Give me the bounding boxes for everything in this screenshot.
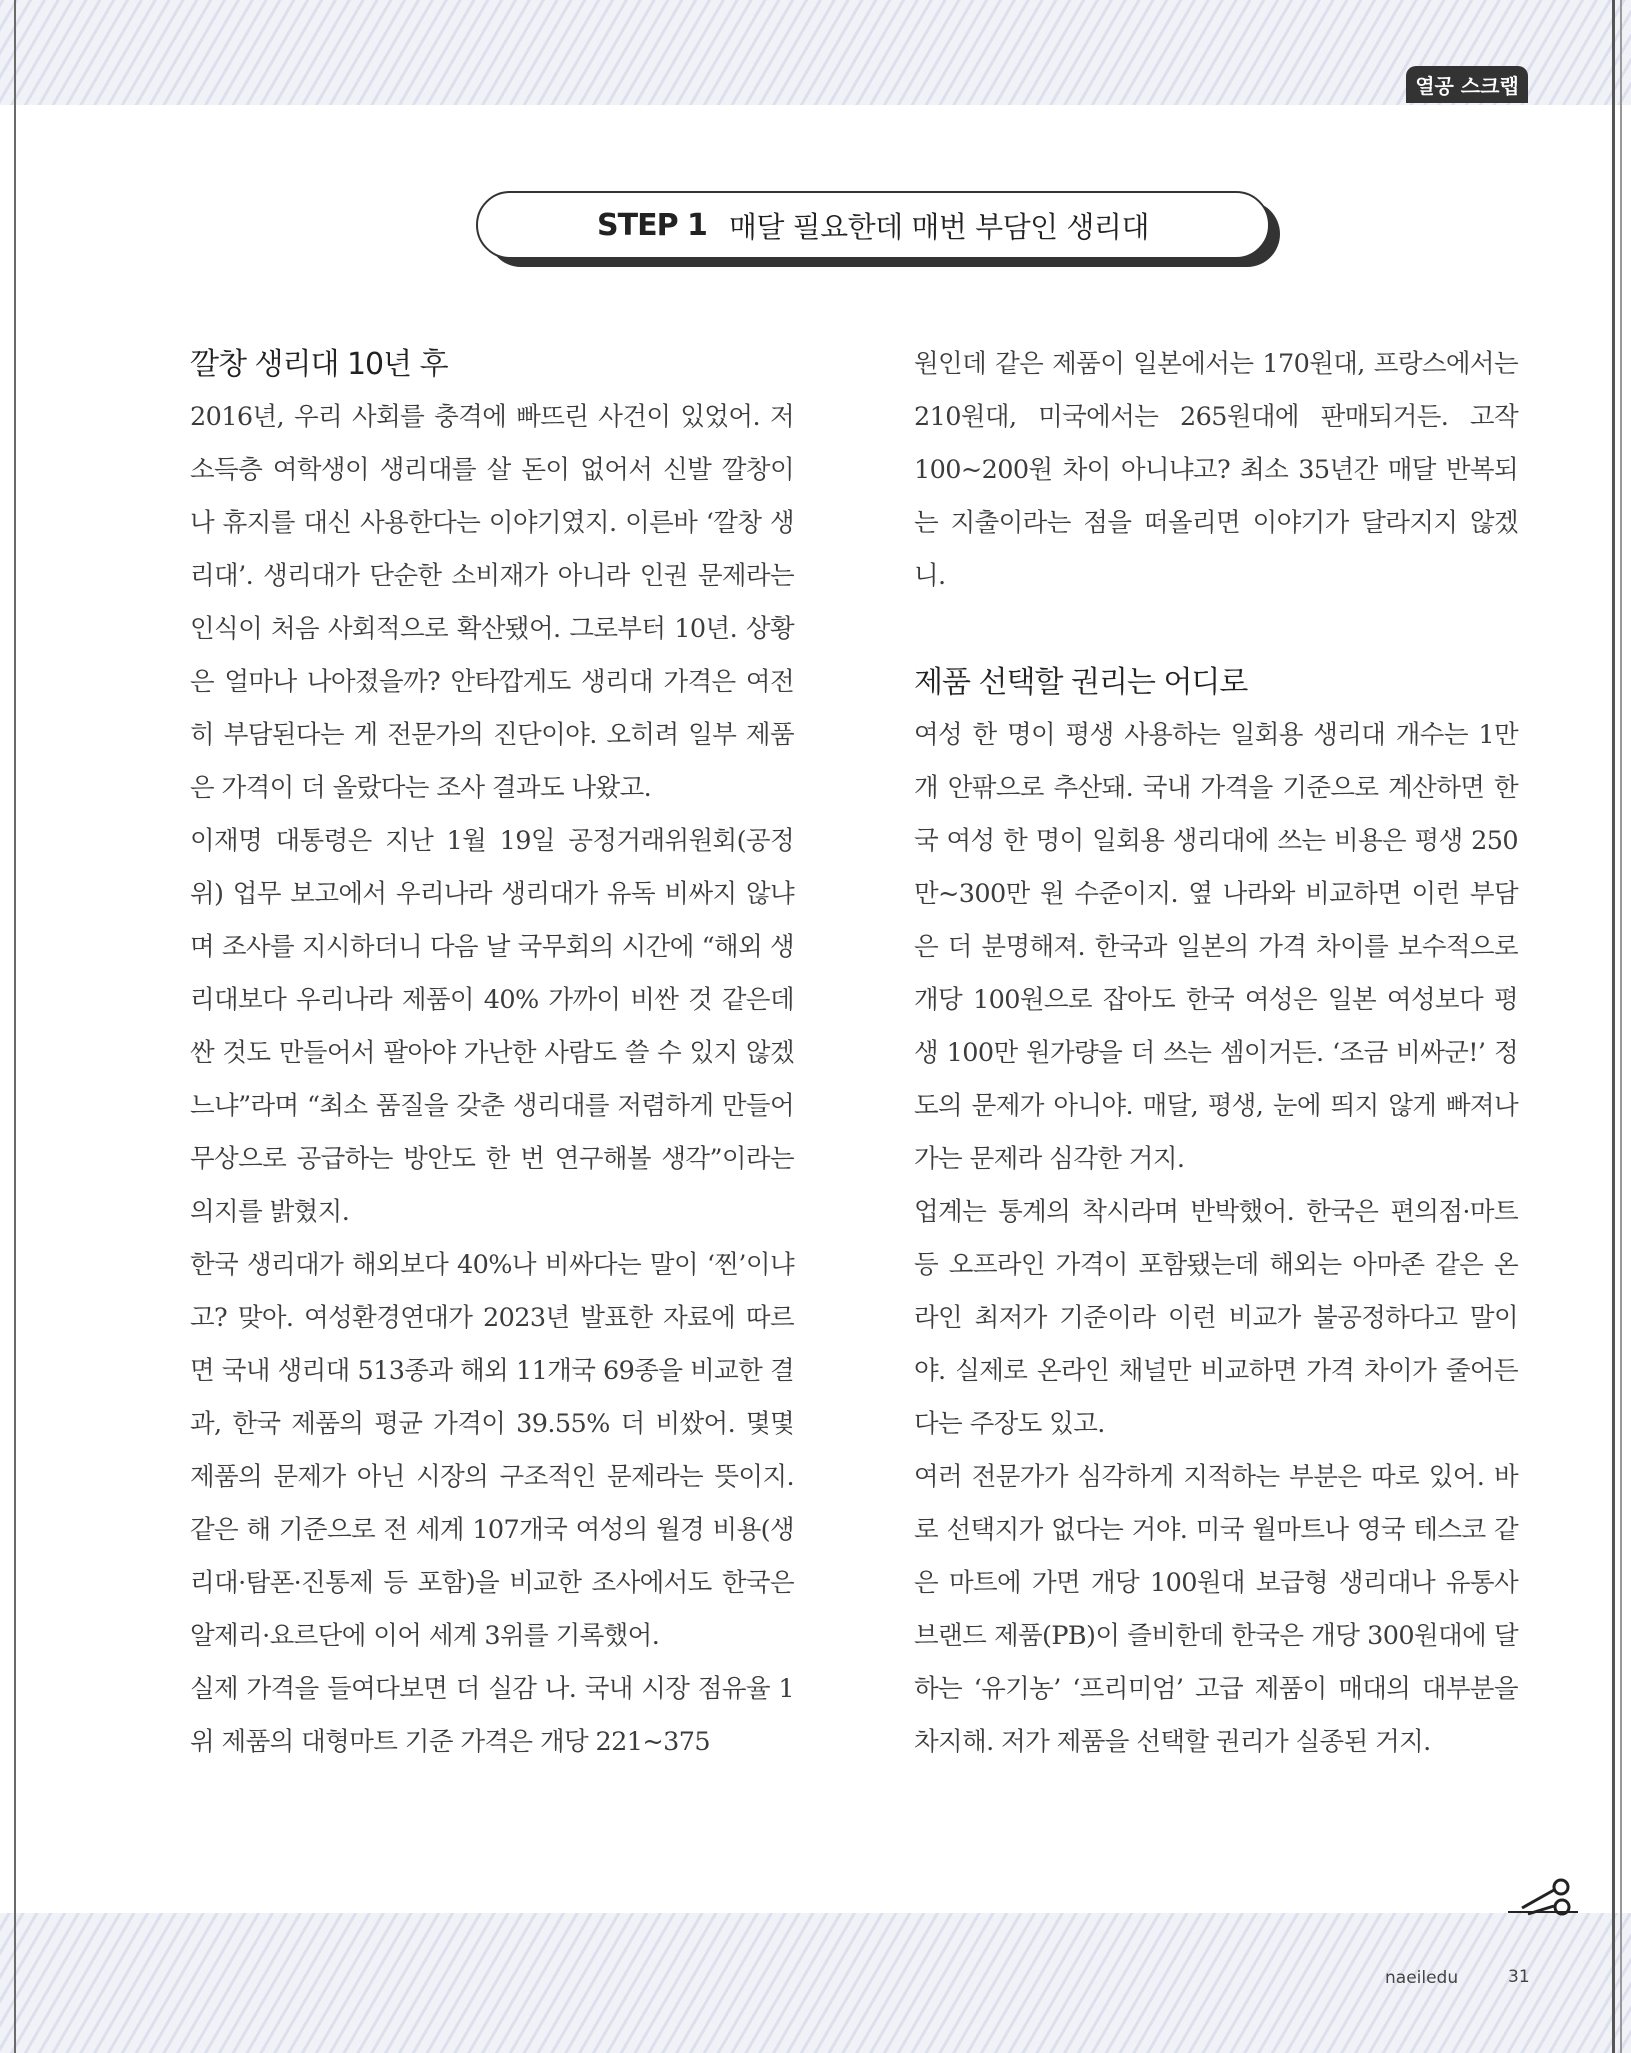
- right-paragraph-2: 업계는 통계의 착시라며 반박했어. 한국은 편의점·마트 등 오프라인 가격이 포함됐는데 해외는 아마존 같은 온라인 최저가 기준이라 이런 비교가 불공정하다고 말이야. 실제로 온라인 채널만 비교하면 가격 차이가 줄어든다는 주장도 있고.: [914, 1197, 1518, 1439]
- footer-brand: naeiledu: [1385, 1968, 1459, 1988]
- section-tab: 열공 스크랩: [1406, 66, 1528, 103]
- section-gap: [914, 603, 1518, 656]
- page-right-edge-outer: [1620, 0, 1622, 2053]
- right-paragraph-1: 여성 한 명이 평생 사용하는 일회용 생리대 개수는 1만 개 안팎으로 추산돼. 국내 가격을 기준으로 계산하면 한국 여성 한 명이 일회용 생리대에 쓰는 비용은 평생 250만~300만 원 수준이지. 옆 나라와 비교하면 이런 부담은 더 분명해져. 한국과 일본의 가격 차이를 보수적으로 개당 100원으로 잡아도 한국 여성은 일본 여성보다 평생 100만 원가량을 더 쓰는 셈이거든. ‘조금 비싸군!’ 정도의 문제가 아니야. 매달, 평생, 눈에 띄지 않게 빠져나가는 문제라 심각한 거지.: [914, 720, 1518, 1174]
- scissors-icon: [1508, 1878, 1578, 1918]
- step-title: 매달 필요한데 매번 부담인 생리대: [728, 209, 1149, 244]
- right-column: [914, 338, 1518, 1769]
- left-paragraph-2: 이재명 대통령은 지난 1월 19일 공정거래위원회(공정위) 업무 보고에서 우리나라 생리대가 유독 비싸지 않냐며 조사를 지시하더니 다음 날 국무회의 시간에 “해외 생리대보다 우리나라 제품이 40% 가까이 비싼 것 같은데 싼 것도 만들어서 팔아야 가난한 사람도 쓸 수 있지 않겠느냐”라며 “최소 품질을 갖춘 생리대를 저렴하게 만들어 무상으로 공급하는 방안도 한 번 연구해볼 생각”이라는 의지를 밝혔지.: [190, 826, 794, 1227]
- step-label: STEP 1: [597, 207, 707, 243]
- left-column: [190, 338, 794, 1769]
- right-intro-paragraph: 원인데 같은 제품이 일본에서는 170원대, 프랑스에서는 210원대, 미국에서는 265원대에 판매되거든. 고작 100~200원 차이 아니냐고? 최소 35년간 매달 반복되는 지출이라는 점을 떠올리면 이야기가 달라지지 않겠니.: [914, 349, 1518, 591]
- step-banner: [476, 191, 1270, 259]
- left-paragraph-1: 2016년, 우리 사회를 충격에 빠뜨린 사건이 있었어. 저소득층 여학생이 생리대를 살 돈이 없어서 신발 깔창이나 휴지를 대신 사용한다는 이야기였지. 이른바 ‘깔창 생리대’. 생리대가 단순한 소비재가 아니라 인권 문제라는 인식이 처음 사회적으로 확산됐어. 그로부터 10년. 상황은 얼마나 나아졌을까? 안타깝게도 생리대 가격은 여전히 부담된다는 게 전문가의 진단이야. 오히려 일부 제품은 가격이 더 올랐다는 조사 결과도 나왔고.: [190, 402, 794, 803]
- right-paragraph-3: 여러 전문가가 심각하게 지적하는 부분은 따로 있어. 바로 선택지가 없다는 거야. 미국 월마트나 영국 테스코 같은 마트에 가면 개당 100원대 보급형 생리대나 유통사 브랜드 제품(PB)이 즐비한데 한국은 개당 300원대에 달하는 ‘유기농’ ‘프리미엄’ 고급 제품이 매대의 대부분을 차지해. 저가 제품을 선택할 권리가 실종된 거지.: [914, 1462, 1518, 1757]
- left-heading: 깔창 생리대 10년 후: [190, 347, 448, 382]
- page-right-edge: [1612, 0, 1615, 2053]
- top-stripe-band: [0, 0, 1631, 105]
- page-left-edge: [14, 0, 16, 2053]
- left-paragraph-4: 실제 가격을 들여다보면 더 실감 나. 국내 시장 점유율 1위 제품의 대형마트 기준 가격은 개당 221~375: [190, 1674, 794, 1757]
- page-number: 31: [1508, 1967, 1530, 1987]
- right-heading: 제품 선택할 권리는 어디로: [914, 665, 1248, 700]
- left-paragraph-3: 한국 생리대가 해외보다 40%나 비싸다는 말이 ‘찐’이냐고? 맞아. 여성환경연대가 2023년 발표한 자료에 따르면 국내 생리대 513종과 해외 11개국 69종을 비교한 결과, 한국 제품의 평균 가격이 39.55% 더 비쌌어. 몇몇 제품의 문제가 아닌 시장의 구조적인 문제라는 뜻이지. 같은 해 기준으로 전 세계 107개국 여성의 월경 비용(생리대·탐폰·진통제 등 포함)을 비교한 조사에서도 한국은 알제리·요르단에 이어 세계 3위를 기록했어.: [190, 1250, 794, 1651]
